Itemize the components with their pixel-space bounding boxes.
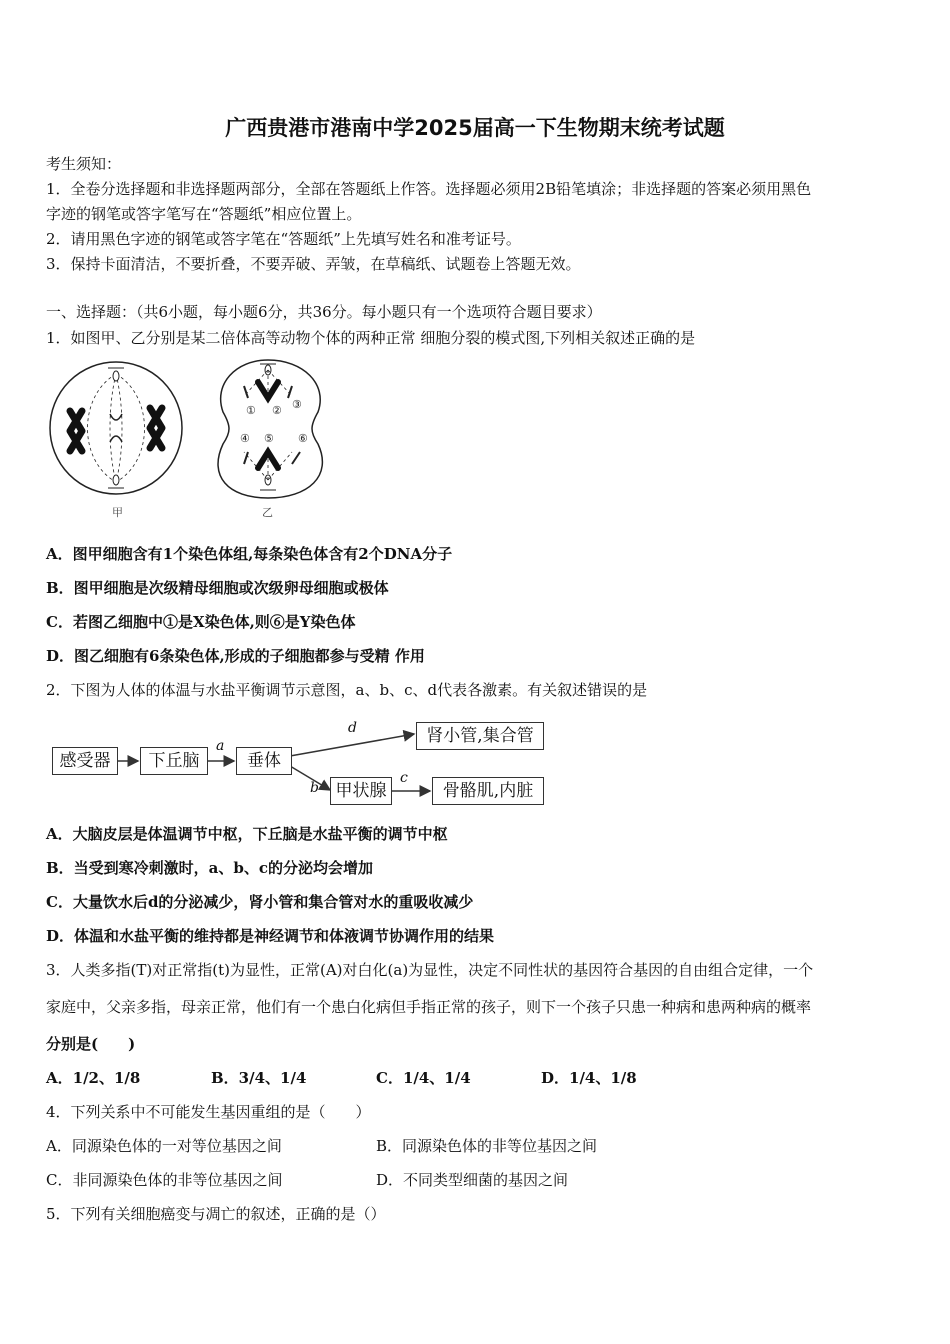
notice-item: 字迹的钢笔或答字笔写在“答题纸”相应位置上。 bbox=[46, 205, 362, 223]
question-2-option-b[interactable]: B．当受到寒冷刺激时，a、b、c的分泌均会增加 bbox=[46, 859, 374, 877]
fig-number: ② bbox=[272, 404, 282, 417]
section-heading: 一、选择题：（共6小题，每小题6分，共36分。每小题只有一个选项符合题目要求） bbox=[46, 303, 602, 321]
question-4-stem: 4．下列关系中不可能发生基因重组的是（ ） bbox=[46, 1103, 371, 1121]
question-3-stem: 家庭中，父亲多指，母亲正常，他们有一个患白化病但手指正常的孩子，则下一个孩子只患一种病和患两种病的概率 bbox=[46, 998, 812, 1016]
question-4-option-a[interactable]: A．同源染色体的一对等位基因之间 bbox=[46, 1137, 282, 1155]
label-d: d bbox=[348, 720, 357, 736]
question-2-option-c[interactable]: C．大量饮水后d的分泌减少，肾小管和集合管对水的重吸收减少 bbox=[46, 893, 474, 911]
question-4-option-b[interactable]: B．同源染色体的非等位基因之间 bbox=[376, 1137, 598, 1155]
question-1-option-c[interactable]: C．若图乙细胞中①是X染色体,则⑥是Y染色体 bbox=[46, 613, 356, 631]
cell-division-figure bbox=[48, 356, 338, 522]
label-b: b bbox=[310, 780, 319, 796]
question-1-option-d[interactable]: D．图乙细胞有6条染色体,形成的子细胞都参与受精 作用 bbox=[46, 647, 425, 665]
question-4-option-c[interactable]: C．非同源染色体的非等位基因之间 bbox=[46, 1171, 283, 1189]
label-c: c bbox=[400, 770, 408, 786]
notice-item: 3．保持卡面清洁，不要折叠，不要弄破、弄皱，在草稿纸、试题卷上答题无效。 bbox=[46, 255, 581, 273]
box-receptor: 感受器 bbox=[52, 747, 118, 775]
question-2-option-a[interactable]: A．大脑皮层是体温调节中枢，下丘脑是水盐平衡的调节中枢 bbox=[46, 825, 448, 843]
notice-item: 2．请用黑色字迹的钢笔或答字笔在“答题纸”上先填写姓名和准考证号。 bbox=[46, 230, 521, 248]
fig-number: ③ bbox=[292, 398, 302, 411]
notice-heading: 考生须知： bbox=[46, 155, 122, 173]
question-2-option-d[interactable]: D．体温和水盐平衡的维持都是神经调节和体液调节协调作用的结果 bbox=[46, 927, 495, 945]
fig-number: ① bbox=[246, 404, 256, 417]
question-3-option-b[interactable]: B．3/4、1/4 bbox=[211, 1069, 307, 1087]
fig-number: ⑤ bbox=[264, 432, 274, 445]
box-muscle-organs: 骨骼肌,内脏 bbox=[432, 777, 544, 805]
fig-number: ⑥ bbox=[298, 432, 308, 445]
regulation-diagram bbox=[50, 718, 550, 810]
question-1-option-b[interactable]: B．图甲细胞是次级精母细胞或次级卵母细胞或极体 bbox=[46, 579, 389, 597]
question-3-option-c[interactable]: C．1/4、1/4 bbox=[376, 1069, 471, 1087]
fig-caption-jia: 甲 bbox=[112, 506, 123, 519]
box-kidney-tubule: 肾小管,集合管 bbox=[416, 722, 544, 750]
question-3-option-d[interactable]: D．1/4、1/8 bbox=[541, 1069, 637, 1087]
question-4-option-d[interactable]: D．不同类型细菌的基因之间 bbox=[376, 1171, 569, 1189]
fig-number: ④ bbox=[240, 432, 250, 445]
cell-jia bbox=[50, 362, 182, 494]
question-1-stem: 1．如图甲、乙分别是某二倍体高等动物个体的两种正常 细胞分裂的模式图,下列相关叙述正确的是 bbox=[46, 329, 696, 347]
question-3-stem: 3．人类多指(T)对正常指(t)为显性，正常(A)对白化(a)为显性，决定不同性状的基因符合基因的自由组合定律，一个 bbox=[46, 961, 814, 979]
question-3-stem: 分别是( ) bbox=[46, 1035, 136, 1053]
fig-caption-yi: 乙 bbox=[262, 506, 273, 519]
question-5-stem: 5．下列有关细胞癌变与凋亡的叙述，正确的是（） bbox=[46, 1205, 386, 1223]
question-1-option-a[interactable]: A．图甲细胞含有1个染色体组,每条染色体含有2个DNA分子 bbox=[46, 545, 453, 563]
box-pituitary: 垂体 bbox=[236, 747, 292, 775]
exam-title: 广西贵港市港南中学2025届高一下生物期末统考试题 bbox=[225, 116, 725, 140]
box-hypothalamus: 下丘脑 bbox=[140, 747, 208, 775]
question-2-stem: 2．下图为人体的体温与水盐平衡调节示意图，a、b、c、d代表各激素。有关叙述错误的是 bbox=[46, 681, 648, 699]
box-thyroid: 甲状腺 bbox=[330, 777, 392, 805]
label-a: a bbox=[216, 738, 225, 754]
question-3-option-a[interactable]: A．1/2、1/8 bbox=[46, 1069, 141, 1087]
cell-yi bbox=[218, 360, 322, 498]
notice-item: 1．全卷分选择题和非选择题两部分，全部在答题纸上作答。选择题必须用2B铅笔填涂；非选择题的答案必须用黑色 bbox=[46, 180, 812, 198]
